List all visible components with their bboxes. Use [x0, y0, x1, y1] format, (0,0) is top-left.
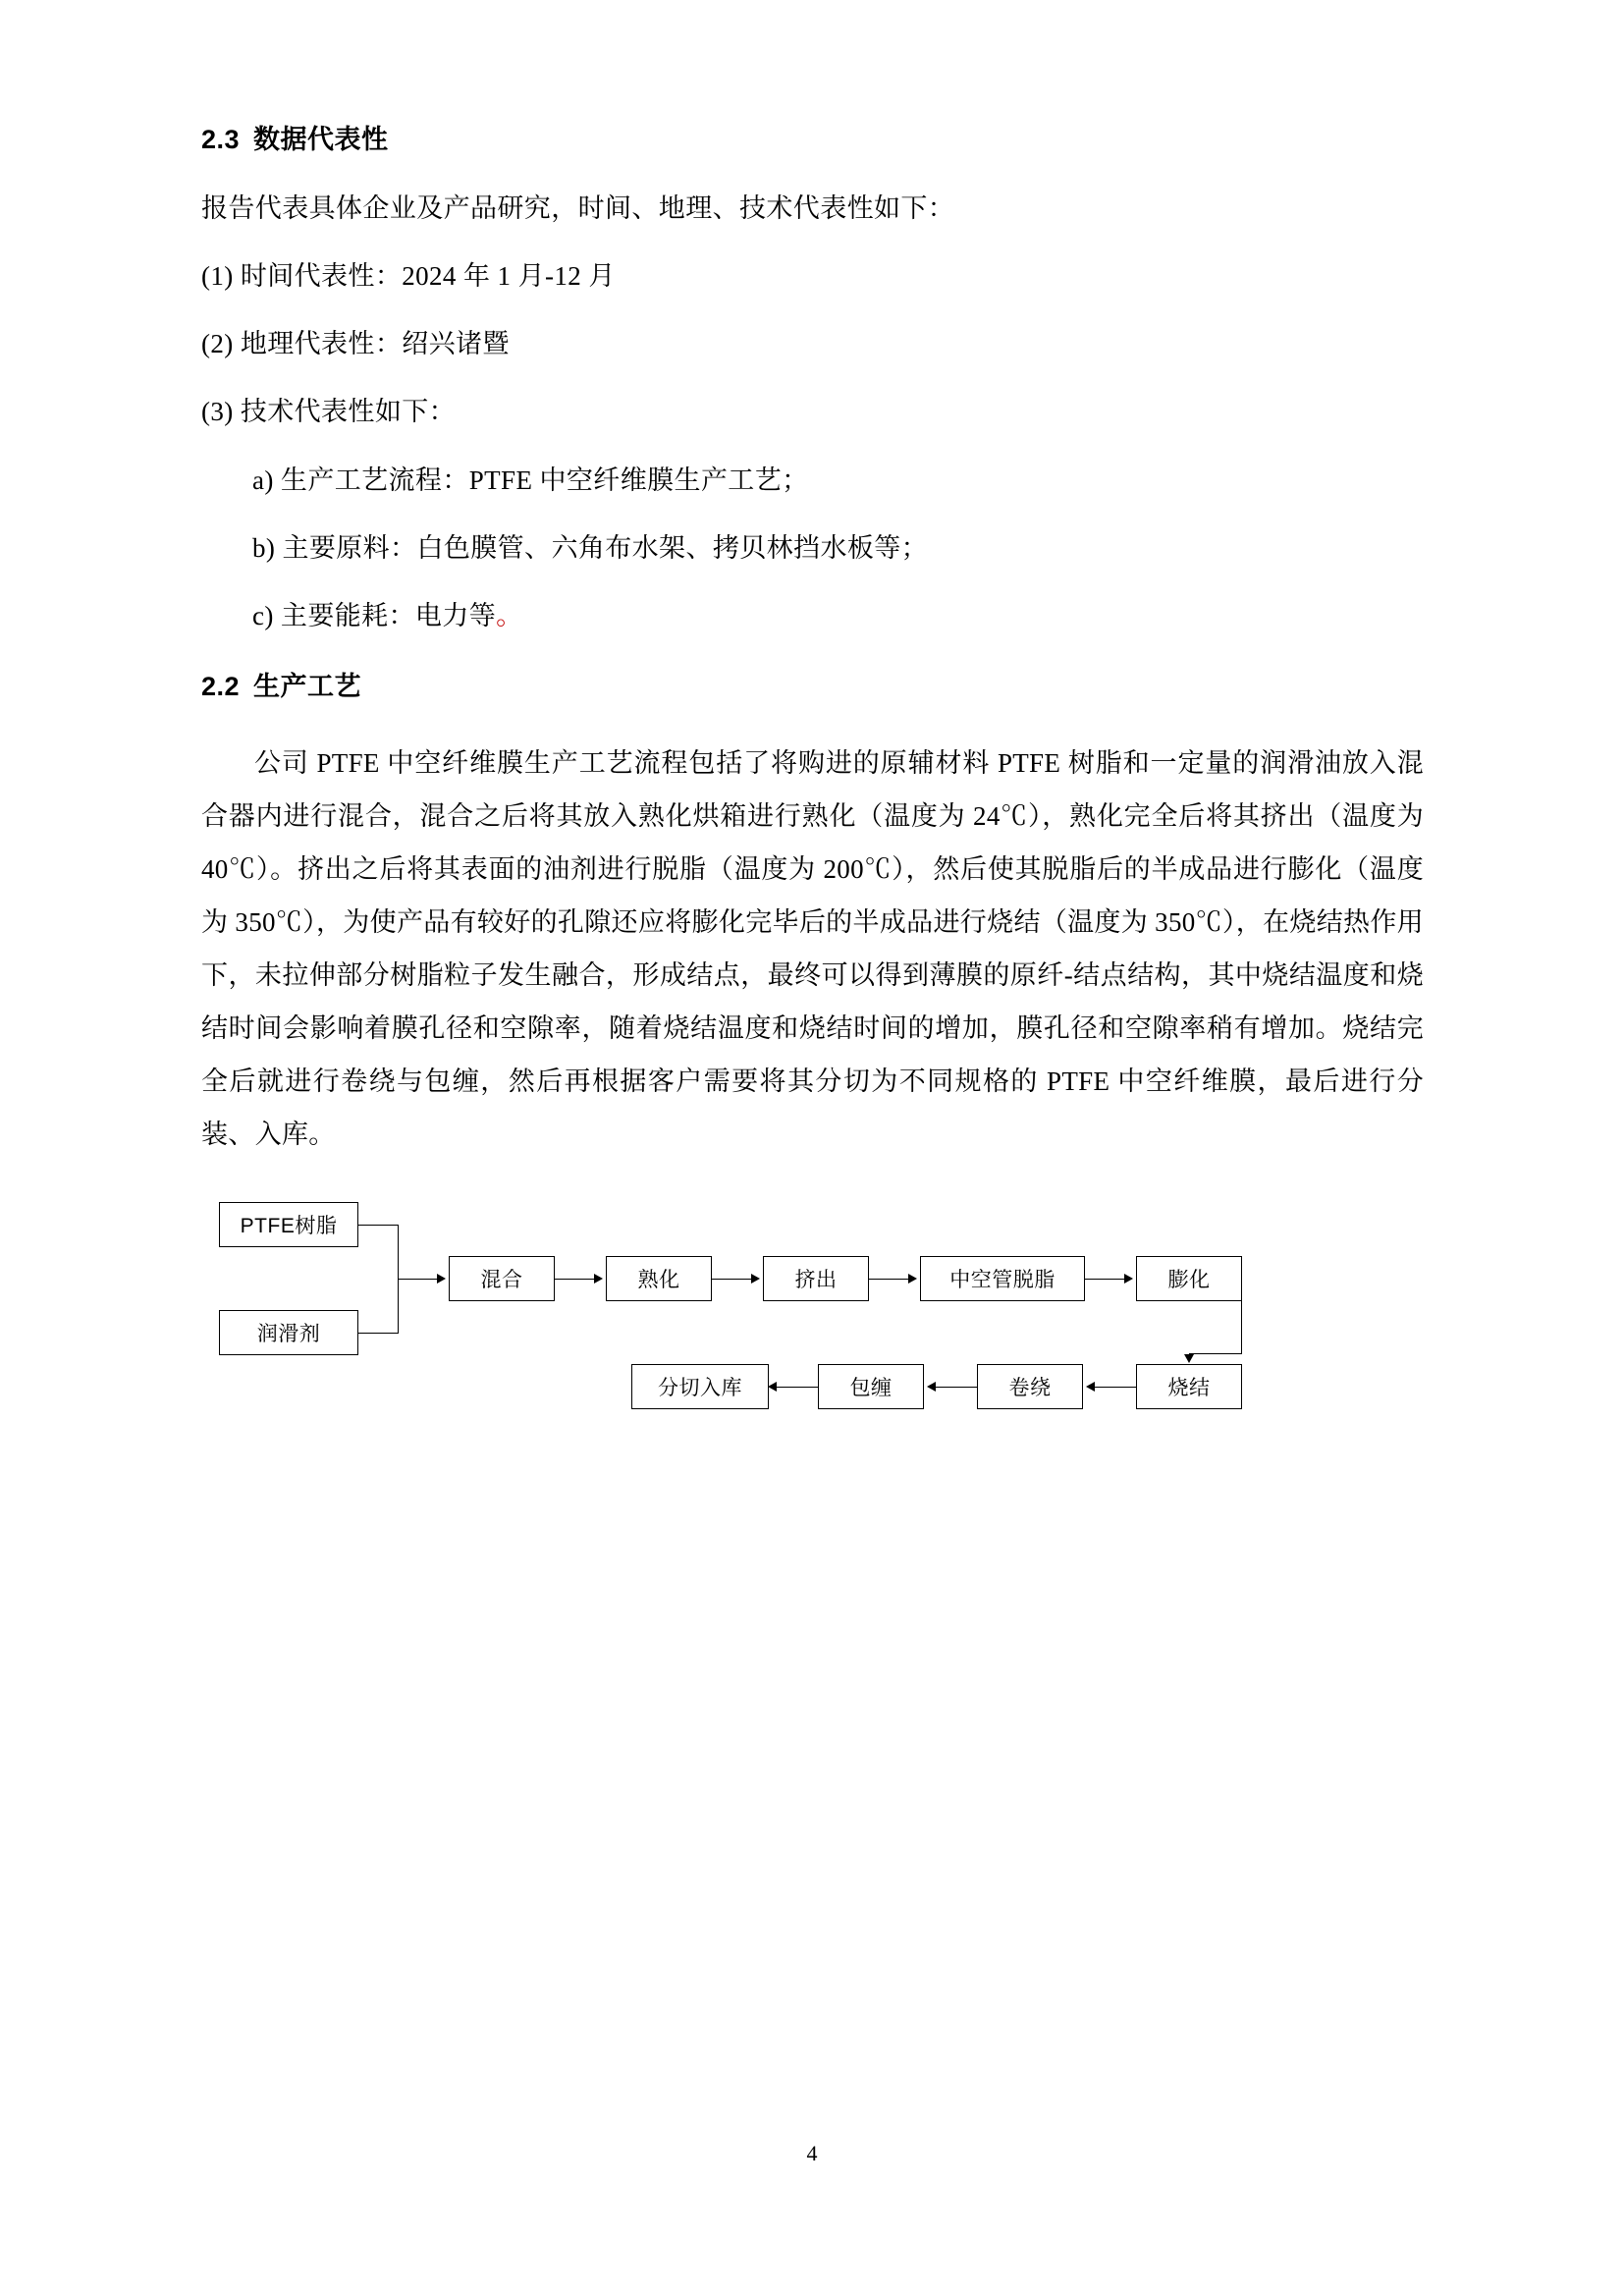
flow-node-sinter: 烧结: [1136, 1364, 1242, 1409]
section-intro-paragraph: 报告代表具体企业及产品研究，时间、地理、技术代表性如下：: [201, 193, 955, 223]
flow-node-mix: 混合: [449, 1256, 555, 1301]
list-item-geography: (2) 地理代表性：绍兴诸暨: [201, 329, 510, 359]
list-item-time: (1) 时间代表性：2024 年 1 月-12 月: [201, 261, 616, 292]
flow-line-sinter-winding: [1095, 1387, 1136, 1388]
flow-node-cut-store: 分切入库: [631, 1364, 769, 1409]
flow-line-resin-right: [358, 1225, 398, 1226]
flow-line-mix-curing: [555, 1279, 596, 1280]
flow-node-winding: 卷绕: [977, 1364, 1083, 1409]
flow-node-expand: 膨化: [1136, 1256, 1242, 1301]
flow-arrow-extrude-degrease: [908, 1274, 917, 1284]
page-content: [201, 118, 1424, 1442]
list-item-technology: (3) 技术代表性如下：: [201, 397, 457, 427]
flow-arrow-expand-sinter: [1184, 1354, 1194, 1363]
sub-item-energy: [201, 597, 1424, 635]
flow-arrow-mix-curing: [594, 1274, 603, 1284]
flow-node-wrapping: 包缠: [818, 1364, 924, 1409]
sub-item-process: a) 生产工艺流程：PTFE 中空纤维膜生产工艺；: [252, 465, 809, 495]
flow-line-expand-down: [1241, 1279, 1242, 1353]
flow-arrow-curing-extrude: [751, 1274, 760, 1284]
flow-arrow-wrapping-cut: [768, 1382, 777, 1392]
flow-line-lubricant-right: [358, 1333, 398, 1334]
section-number: 2.3: [201, 125, 241, 154]
flow-node-resin: PTFE树脂: [219, 1202, 358, 1247]
flow-line-expand-to-sinter: [1189, 1353, 1242, 1354]
section-number-2: 2.2: [201, 671, 241, 701]
section-title: 数据代表性: [253, 125, 389, 154]
flow-line-curing-extrude: [712, 1279, 753, 1280]
flow-arrow-sinter-winding: [1086, 1382, 1095, 1392]
flow-node-lubricant: 润滑剂: [219, 1310, 358, 1355]
flow-arrow-degrease-expand: [1124, 1274, 1133, 1284]
flow-line-extrude-degrease: [869, 1279, 910, 1280]
flow-arrow-winding-wrapping: [927, 1382, 936, 1392]
section-heading-2-3: [201, 118, 1424, 156]
sub-item-energy-punctuation: 。: [496, 600, 523, 630]
flow-node-curing: 熟化: [606, 1256, 712, 1301]
flow-line-join-to-mix: [398, 1279, 439, 1280]
production-process-paragraph: 公司 PTFE 中空纤维膜生产工艺流程包括了将购进的原辅材料 PTFE 树脂和一定量的润滑油放入混合器内进行混合，混合之后将其放入熟化烘箱进行熟化（温度为 24℃），熟化完全后将其挤出（温度为 40℃）。挤出之后将其表面的油剂进行脱脂（温度为 200℃），然后使其脱脂后的半成品进行膨化（温度为 350℃），为使产品有较好的孔隙还应将膨化完毕后的半成品进行烧结（温度为 350℃），在烧结热作用下，未拉伸部分树脂粒子发生融合，形成结点，最终可以得到薄膜的原纤-结点结构，其中烧结温度和烧结时间会影响着膜孔径和空隙率，随着烧结温度和烧结时间的增加，膜孔径和空隙率稍有增加。烧结完全后就进行卷绕与包缠，然后再根据客户需要将其分切为不同规格的 PTFE 中空纤维膜，最后进行分装、入库。: [201, 747, 1424, 1149]
sub-item-energy-text: c) 主要能耗：电力等: [252, 600, 497, 630]
section-heading-2-2: [201, 665, 1424, 703]
section-title-2: 生产工艺: [253, 671, 362, 701]
process-flow-diagram: [201, 1196, 1424, 1442]
flow-line-winding-wrapping: [936, 1387, 977, 1388]
flow-node-degrease: 中空管脱脂: [920, 1256, 1085, 1301]
flow-node-extrude: 挤出: [763, 1256, 869, 1301]
flow-line-degrease-expand: [1085, 1279, 1126, 1280]
flow-arrow-to-mix: [437, 1274, 446, 1284]
page-number: 4: [806, 2141, 818, 2165]
sub-item-materials: b) 主要原料：白色膜管、六角布水架、拷贝林挡水板等；: [252, 532, 929, 563]
flow-line-wrapping-cut: [777, 1387, 818, 1388]
